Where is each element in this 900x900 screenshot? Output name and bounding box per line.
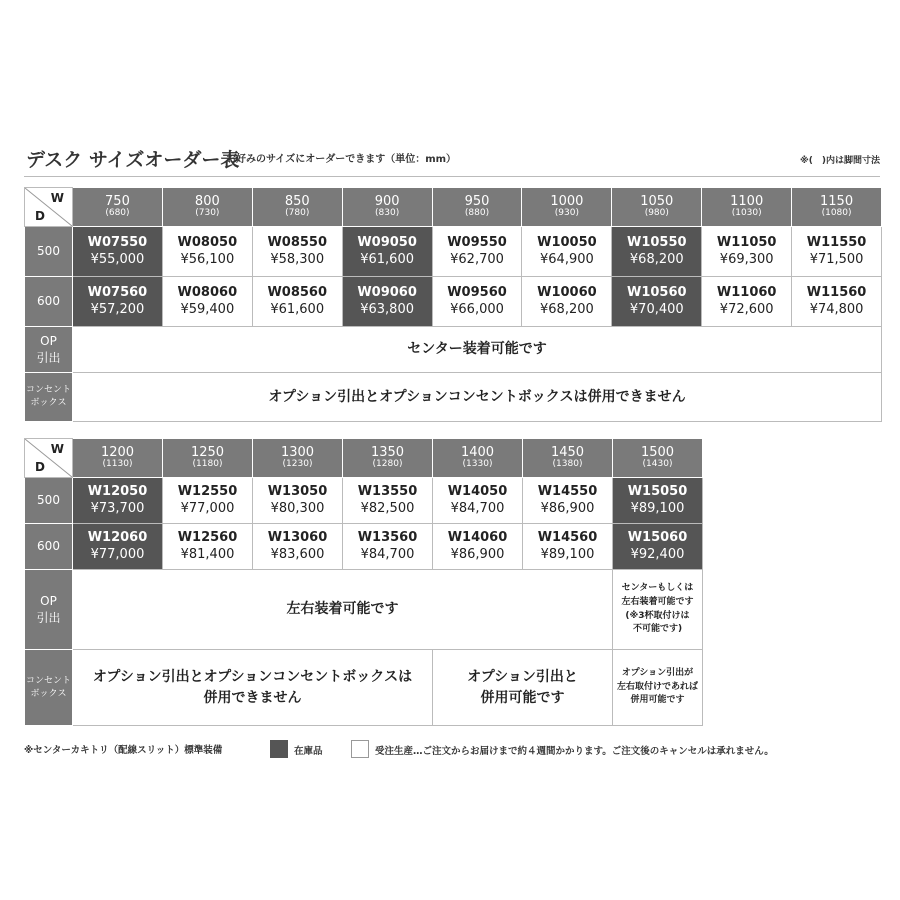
product-cell[interactable]: W15060 ¥92,400 <box>613 524 703 570</box>
depth-label: 500 <box>25 227 73 277</box>
width-header: 1450 (1380) <box>523 439 613 478</box>
product-cell[interactable]: W07560 ¥57,200 <box>73 277 163 327</box>
size-table-2 <box>24 438 703 726</box>
made-to-order-label: 受注生産…ご注文からお届けまで約４週間かかります。ご注文後のキャンセルは承れません。 <box>375 746 774 757</box>
product-cell[interactable]: W13050 ¥80,300 <box>253 478 343 524</box>
outlet-box-label: コンセント ボックス <box>25 650 73 726</box>
product-cell[interactable]: W14550 ¥86,900 <box>523 478 613 524</box>
op-drawer-text: センター装着可能です <box>73 327 882 373</box>
product-cell[interactable]: W11560 ¥74,800 <box>792 277 882 327</box>
width-header: 1050 (980) <box>612 188 702 227</box>
width-header: 900 (830) <box>342 188 432 227</box>
depth-row-600 <box>25 524 703 570</box>
width-header: 850 (780) <box>252 188 342 227</box>
made-to-order-swatch <box>351 740 369 758</box>
in-stock-swatch <box>270 740 288 758</box>
depth-row-500 <box>25 227 882 277</box>
depth-label: 600 <box>25 524 73 570</box>
product-cell[interactable]: W12060 ¥77,000 <box>73 524 163 570</box>
width-header: 1000 (930) <box>522 188 612 227</box>
in-stock-label: 在庫品 <box>294 746 323 757</box>
width-header: 1400 (1330) <box>433 439 523 478</box>
op-drawer-row <box>25 570 703 650</box>
product-cell[interactable]: W08060 ¥59,400 <box>162 277 252 327</box>
product-cell[interactable]: W15050 ¥89,100 <box>613 478 703 524</box>
product-cell[interactable]: W10560 ¥70,400 <box>612 277 702 327</box>
outlet-box-row <box>25 650 703 726</box>
leg-dimension-note: ※( )内は脚間寸法 <box>800 156 880 166</box>
dw-corner <box>25 188 73 227</box>
width-header: 1250 (1180) <box>163 439 253 478</box>
width-header: 800 (730) <box>162 188 252 227</box>
product-cell[interactable]: W13550 ¥82,500 <box>343 478 433 524</box>
title-rule <box>24 176 880 177</box>
product-cell[interactable]: W11060 ¥72,600 <box>702 277 792 327</box>
op-drawer-label: OP 引出 <box>25 327 73 373</box>
size-table-1 <box>24 187 882 422</box>
outlet-box-label: コンセント ボックス <box>25 373 73 422</box>
width-header: 950 (880) <box>432 188 522 227</box>
product-cell[interactable]: W09560 ¥66,000 <box>432 277 522 327</box>
product-cell[interactable]: W10050 ¥64,900 <box>522 227 612 277</box>
page-title: デスク サイズオーダー表 <box>26 149 240 171</box>
width-header: 1150 (1080) <box>792 188 882 227</box>
outlet-box-text: オプション引出とオプションコンセントボックスは併用できません <box>73 373 882 422</box>
product-cell[interactable]: W14560 ¥89,100 <box>523 524 613 570</box>
w-label: W <box>50 442 64 456</box>
product-cell[interactable]: W08050 ¥56,100 <box>162 227 252 277</box>
product-cell[interactable]: W12050 ¥73,700 <box>73 478 163 524</box>
product-cell[interactable]: W08550 ¥58,300 <box>252 227 342 277</box>
product-cell[interactable]: W11050 ¥69,300 <box>702 227 792 277</box>
outlet-box-note: オプション引出が 左右取付けであれば 併用可能です <box>613 650 703 726</box>
outlet-box-row <box>25 373 882 422</box>
outlet-box-text-a: オプション引出とオプションコンセントボックスは 併用できません <box>73 650 433 726</box>
width-header: 1100 (1030) <box>702 188 792 227</box>
product-cell[interactable]: W09060 ¥63,800 <box>342 277 432 327</box>
op-drawer-row <box>25 327 882 373</box>
width-header: 750 (680) <box>73 188 163 227</box>
width-header: 1500 (1430) <box>613 439 703 478</box>
product-cell[interactable]: W13060 ¥83,600 <box>253 524 343 570</box>
outlet-box-text-b: オプション引出と 併用可能です <box>433 650 613 726</box>
depth-label: 500 <box>25 478 73 524</box>
product-cell[interactable]: W12550 ¥77,000 <box>163 478 253 524</box>
product-cell[interactable]: W14050 ¥84,700 <box>433 478 523 524</box>
product-cell[interactable]: W10060 ¥68,200 <box>522 277 612 327</box>
depth-label: 600 <box>25 277 73 327</box>
product-cell[interactable]: W08560 ¥61,600 <box>252 277 342 327</box>
product-cell[interactable]: W07550 ¥55,000 <box>73 227 163 277</box>
width-header: 1350 (1280) <box>343 439 433 478</box>
page-subtitle: お好みのサイズにオーダーできます（単位：mm） <box>226 154 457 165</box>
op-drawer-note: センターもしくは 左右装着可能です (※3杯取付けは 不可能です) <box>613 570 703 650</box>
depth-row-500 <box>25 478 703 524</box>
width-header: 1200 (1130) <box>73 439 163 478</box>
w-label: W <box>50 191 64 205</box>
product-cell[interactable]: W13560 ¥84,700 <box>343 524 433 570</box>
depth-row-600 <box>25 277 882 327</box>
width-header: 1300 (1230) <box>253 439 343 478</box>
product-cell[interactable]: W12560 ¥81,400 <box>163 524 253 570</box>
product-cell[interactable]: W14060 ¥86,900 <box>433 524 523 570</box>
op-drawer-label: OP 引出 <box>25 570 73 650</box>
standard-feature-note: ※センターカキトリ（配線スリット）標準装備 <box>24 745 223 756</box>
op-drawer-text: 左右装着可能です <box>73 570 613 650</box>
d-label: D <box>35 460 45 474</box>
width-header-row <box>25 188 882 227</box>
width-header-row <box>25 439 703 478</box>
product-cell[interactable]: W09550 ¥62,700 <box>432 227 522 277</box>
product-cell[interactable]: W09050 ¥61,600 <box>342 227 432 277</box>
dw-corner <box>25 439 73 478</box>
product-cell[interactable]: W11550 ¥71,500 <box>792 227 882 277</box>
product-cell[interactable]: W10550 ¥68,200 <box>612 227 702 277</box>
legend <box>24 740 884 762</box>
d-label: D <box>35 209 45 223</box>
